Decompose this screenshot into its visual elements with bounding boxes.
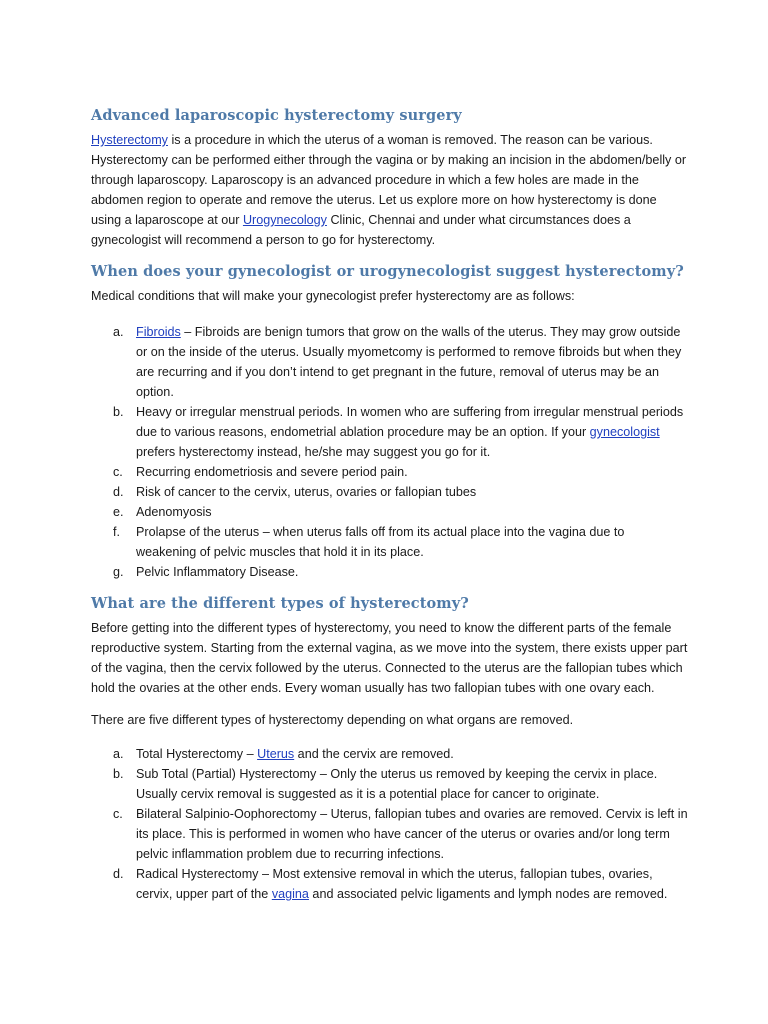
list-item: e. Adenomyosis [113, 505, 212, 519]
five-types-paragraph: There are five different types of hysterectomy depending on what organs are removed. [91, 713, 574, 727]
list-item: a. Total Hysterectomy – Uterus and the cervix are removed. [113, 747, 454, 761]
list-item: d. Risk of cancer to the cervix, uterus, ovaries or fallopian tubes [113, 485, 477, 499]
hysterectomy-link[interactable]: Hysterectomy [91, 133, 168, 147]
list-item: c. Bilateral Salpinio-Oophorectomy – Uterus, fallopian tubes and ovaries are removed. Cervix is left in its place. This is performed in women who have cancer of the uterus or ovaries and/or long term pelvic inflammation problem due to recurring infections. [113, 807, 688, 861]
urogynecology-link[interactable]: Urogynecology [242, 213, 327, 227]
intro-paragraph: Hysterectomy is a procedure in which the uterus of a woman is removed. The reason can be various. Hysterectomy can be performed either through the vagina or by making an incision in the abdomen/belly or through laparoscopy. Laparoscopy is an advanced procedure in which a few holes are made in the abdomen region to operate and remove the uterus. Let us explore more on how hysterectomy is done using a laparoscope at our Urogynecology Clinic, Chennai and under what circumstances does a gynecologist will recommend a person to go for hysterectomy. [91, 133, 687, 247]
section-heading-types: What are the different types of hysterectomy? [91, 595, 469, 612]
list-item: g. Pelvic Inflammatory Disease. [113, 565, 299, 579]
types-list [91, 744, 688, 904]
list-item: b. Sub Total (Partial) Hysterectomy – Only the uterus us removed by keeping the cervix in place. Usually cervix removal is suggested as it is a potential place for cancer to originate. [113, 767, 658, 801]
fibroids-link[interactable]: Fibroids [136, 325, 181, 339]
uterus-link[interactable]: Uterus [257, 747, 295, 761]
section-heading-when: When does your gynecologist or urogynecologist suggest hysterectomy? [91, 263, 684, 280]
list-item: b. Heavy or irregular menstrual periods. In women who are suffering from irregular menstrual periods due to various reasons, endometrial ablation procedure may be an option. If your gynecologist prefers hysterectomy instead, he/she may suggest you go for it. [113, 405, 684, 459]
list-item: c. Recurring endometriosis and severe period pain. [113, 465, 408, 479]
gynecologist-link[interactable]: gynecologist [589, 425, 660, 439]
section-heading-laparoscopic: Advanced laparoscopic hysterectomy surgery [91, 107, 462, 124]
types-paragraph: Before getting into the different types of hysterectomy, you need to know the different parts of the female reproductive system. Starting from the external vagina, as we move into the system, there exists upper part of the vagina, then the cervix followed by the uterus. Connected to the uterus are the fallopian tubes which hold the ovaries at the other ends. Every woman usually has two fallopian tubes with one ovary each. [91, 621, 688, 695]
vagina-link[interactable]: vagina [271, 887, 309, 901]
conditions-intro: Medical conditions that will make your gynecologist prefer hysterectomy are as follows: [91, 289, 575, 303]
list-item: f. Prolapse of the uterus – when uterus falls off from its actual place into the vagina due to weakening of pelvic muscles that hold it in its place. [113, 525, 625, 559]
conditions-list [91, 322, 688, 582]
list-item: d. Radical Hysterectomy – Most extensive removal in which the uterus, fallopian tubes, ovaries, cervix, upper part of the vagina and associated pelvic ligaments and lymph nodes are removed. [113, 867, 668, 901]
list-item: a. Fibroids – Fibroids are benign tumors that grow on the walls of the uterus. They may grow outside or on the inside of the uterus. Usually myometcomy is performed to remove fibroids but when they are recurring and if you don’t intend to get pregnant in the future, removal of uterus may be an option. [113, 325, 682, 399]
